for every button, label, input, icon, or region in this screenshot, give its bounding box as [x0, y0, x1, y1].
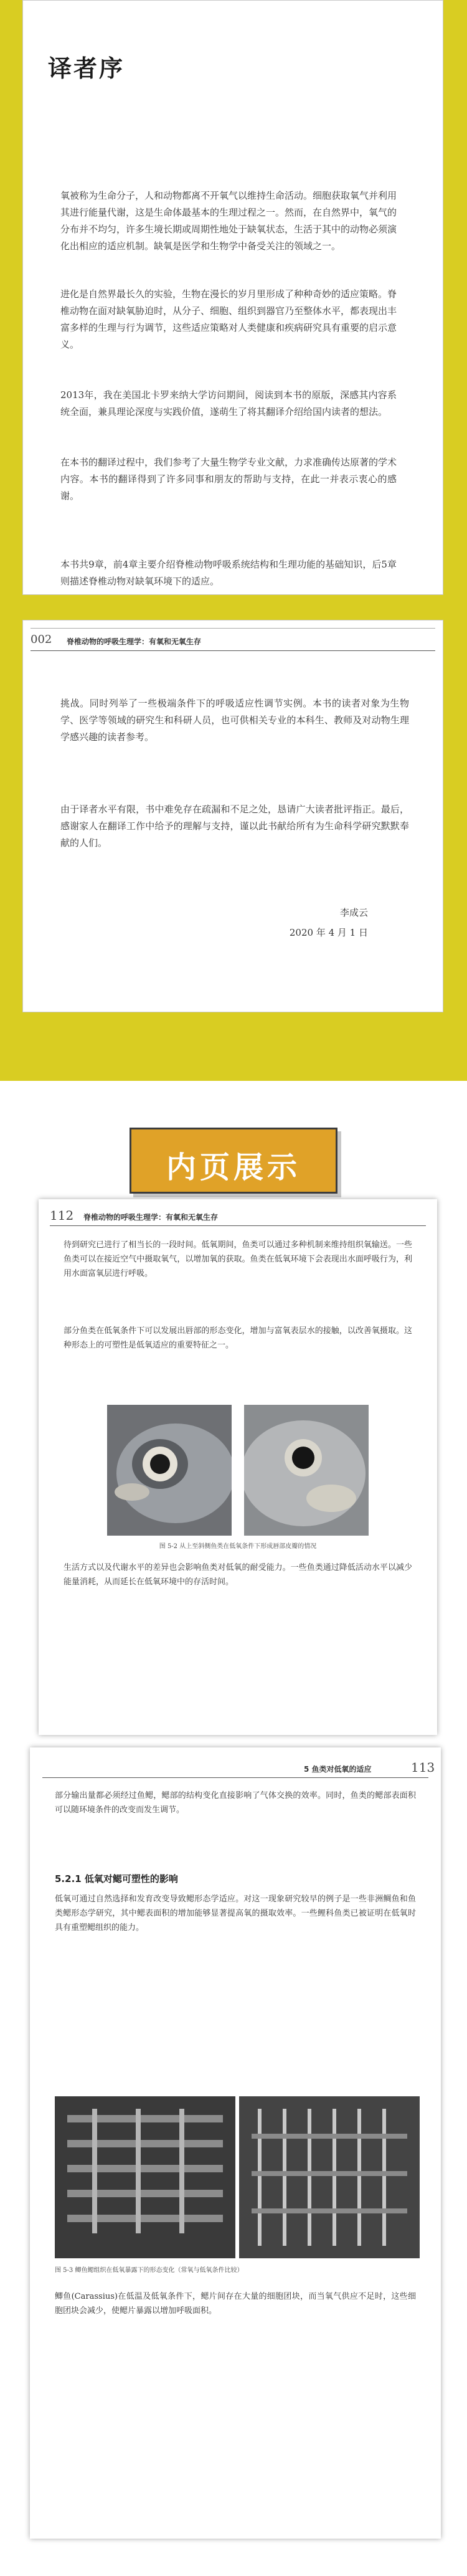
running-header: 脊椎动物的呼吸生理学：有氧和无氧生存	[83, 1213, 219, 1222]
page-number: 113	[411, 1760, 435, 1775]
gill-micrograph-left	[55, 2096, 235, 2258]
section-title: 5.2.1 低氧对鳃可塑性的影响	[55, 1873, 178, 1884]
figure-caption: 图 5-2 从上至斜侧鱼类在低氧条件下形成唇部皮瓣的情况	[159, 1543, 317, 1550]
inner-page-113	[30, 1747, 441, 2539]
header-rule	[50, 1225, 426, 1226]
page-number: 002	[31, 633, 52, 646]
inner-page-112	[39, 1199, 437, 1735]
page-number: 112	[50, 1208, 74, 1223]
page-113-text-bottom: 鲫鱼(Carassius)在低温及低氧条件下，鳃片间存在大量的细胞团块，而当氧气供应不足时，这些细胞团块会减少，使鳃片暴露以增加呼吸面积。	[55, 2292, 416, 2316]
fish-head-image	[244, 1405, 369, 1536]
page-112-text-bottom: 生活方式以及代谢水平的差异也会影响鱼类对低氧的耐受能力。一些鱼类通过降低活动水平以减少能量消耗，从而延长在低氧环境中的存活时间。	[64, 1563, 412, 1587]
top-rule	[31, 628, 435, 629]
page-002-paragraph-2: 由于译者水平有限，书中难免存在疏漏和不足之处，恳请广大读者批评指正。最后，感谢家人在翻译工作中给予的理解与支持，谨以此书献给所有为生命科学研究默默奉献的人们。	[60, 804, 409, 848]
figure-caption: 图 5-3 鲫鱼鳃组织在低氧暴露下的形态变化（常氧与低氧条件比较）	[55, 2267, 243, 2274]
preface-paragraph-4: 在本书的翻译过程中，我们参考了大量生物学专业文献，力求准确传达原著的学术内容。本书的翻译得到了许多同事和朋友的帮助与支持，在此一并表示衷心的感谢。	[60, 457, 397, 501]
fish-photo-right	[244, 1405, 369, 1536]
preface-paragraph-3: 2013年，我在美国北卡罗来纳大学访问期间，阅读到本书的原版，深感其内容系统全面，兼具理论深度与实践价值，遂萌生了将其翻译介绍给国内读者的想法。	[60, 389, 397, 417]
header-rule	[42, 1777, 428, 1778]
page-112-text-mid: 部分鱼类在低氧条件下可以发展出唇部的形态变化，增加与富氧表层水的接触，以改善氧摄取。这种形态上的可塑性是低氧适应的重要特征之一。	[64, 1326, 412, 1350]
running-header: 脊椎动物的呼吸生理学：有氧和无氧生存	[67, 637, 202, 646]
gill-tissue-image	[239, 2096, 420, 2258]
preface-paragraph-2: 进化是自然界最长久的实验，生物在漫长的岁月里形成了种种奇妙的适应策略。脊椎动物在面对缺氧胁迫时，从分子、细胞、组织到器官乃至整体水平，都表现出丰富多样的生理与行为调节，这些适应策略对人类健康和疾病研究具有重要的启示意义。	[60, 288, 397, 350]
preface-paragraph-5: 本书共9章，前4章主要介绍脊椎动物呼吸系统结构和生理功能的基础知识，后5章则描述脊椎动物对缺氧环境下的适应。	[60, 559, 397, 587]
signature-date: 2020 年 4 月 1 日	[289, 927, 368, 938]
running-header: 5 鱼类对低氧的适应	[304, 1765, 372, 1774]
fish-head-image	[107, 1405, 232, 1536]
page-002	[22, 620, 443, 1012]
preface-paragraph-1: 氧被称为生命分子，人和动物都离不开氧气以维持生命活动。细胞获取氧气并利用其进行能量代谢，这是生命体最基本的生理过程之一。然而，在自然界中，氧气的分布并不均匀，许多生境长期或周期性地处于缺氧状态，生活于其中的动物必须演化出相应的适应机制。缺氧是医学和生物学中备受关注的领域之一。	[60, 190, 397, 252]
showcase-banner	[130, 1128, 337, 1194]
preface-title: 译者序	[48, 55, 125, 82]
header-rule	[31, 650, 435, 651]
fish-photo-left	[107, 1405, 232, 1536]
page-113-text-mid: 低氧可通过自然选择和发育改变导致鳃形态学适应。对这一现象研究较早的例子是一些非洲鲷鱼和鱼类鳃形态学研究，其中鳃表面积的增加能够显著提高氧的摄取效率。一些鲤科鱼类已被证明在低氧时具有重塑鳃组织的能力。	[55, 1894, 416, 1932]
page-113-text-top: 部分输出量都必须经过鱼鳃，鳃部的结构变化直接影响了气体交换的效率。同时，鱼类的鳃部表面积可以随环境条件的改变而发生调节。	[55, 1791, 416, 1815]
preface-page	[22, 0, 443, 595]
page-002-paragraph-1: 挑战。同时列举了一些极端条件下的呼吸适应性调节实例。本书的读者对象为生物学、医学等领域的研究生和科研人员，也可供相关专业的本科生、教师及对动物生理学感兴趣的读者参考。	[60, 698, 409, 743]
page-112-text-top: 待到研究已进行了相当长的一段时间。低氧期间，鱼类可以通过多种机制来维持组织氧输送。一些鱼类可以在接近空气中摄取氧气，以增加氧的获取。鱼类在低氧环境下会表现出水面呼吸行为，利用水面富氧层进行呼吸。	[64, 1240, 412, 1278]
translator-signature: 李成云	[339, 907, 368, 918]
banner-label: 内页展示	[166, 1150, 301, 1185]
gill-micrograph-right	[239, 2096, 420, 2258]
gill-tissue-image	[55, 2096, 235, 2258]
